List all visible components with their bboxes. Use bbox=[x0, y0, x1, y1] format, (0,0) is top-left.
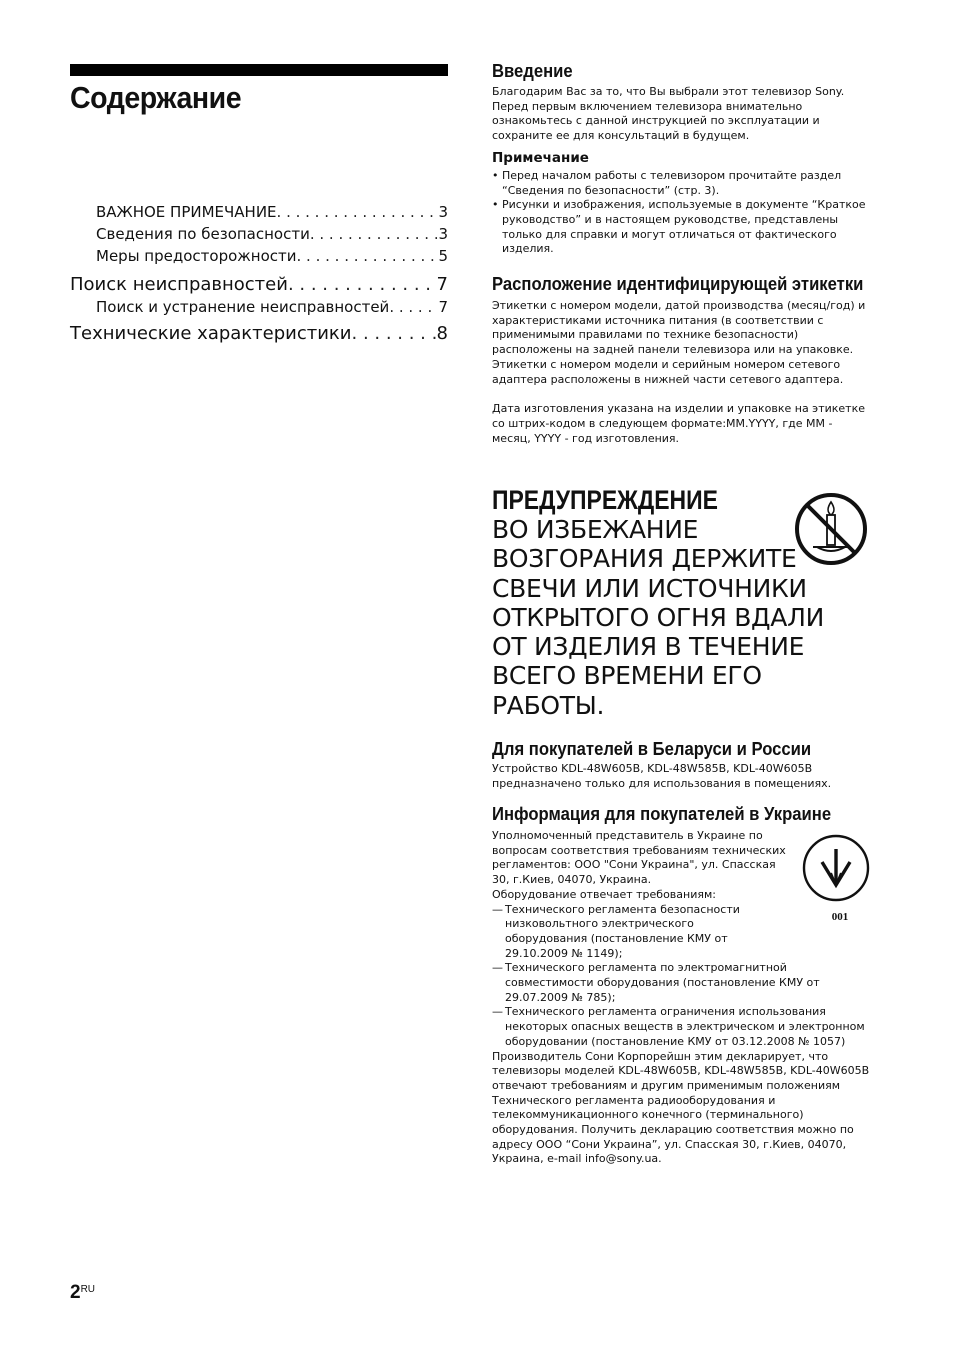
list-item: — Технического регламента ограничения использования некоторых опасных веществ в электрическом и электронном оборудовании (постановление КМУ от 03.12.2008 № 1057) bbox=[492, 1005, 872, 1049]
page-language-code: RU bbox=[80, 1284, 96, 1295]
toc-leader bbox=[310, 225, 439, 243]
toc-entry-label: Поиск неисправностей bbox=[70, 274, 288, 295]
toc-leader bbox=[277, 203, 439, 221]
title-rule bbox=[70, 64, 448, 76]
toc-entry-page: 3 bbox=[438, 203, 448, 221]
ukrainian-conformity-mark-icon bbox=[801, 833, 871, 927]
toc-entry-troubleshooting[interactable] bbox=[70, 274, 448, 295]
note-list bbox=[492, 169, 872, 257]
list-item: • Перед началом работы с телевизором прочитайте раздел “Сведения по безопасности” (стр. 3). bbox=[492, 169, 872, 198]
toc-entry-label: Поиск и устранение неисправностей bbox=[96, 298, 390, 316]
toc-leader bbox=[288, 274, 437, 295]
ukraine-representative: Уполномоченный представитель в Украине по вопросам соответствия требованиям технических регламентов: ООО "Сони Украина", ул. Спасская 30, г.Киев, 04070, Украина. bbox=[492, 829, 786, 887]
toc-entry-page: 5 bbox=[438, 247, 448, 265]
no-candle-icon bbox=[793, 491, 869, 567]
label-location-text: Этикетки с номером модели, датой производства (месяц/год) и характеристиками источника питания (в соответствии с применимыми правилами по технике безопасности) расположены на задней панели телевизора или на упаковке. Этикетки с номером модели и серийным номером сетевого адаптера расположены в нижней части сетевого адаптера. bbox=[492, 299, 866, 386]
conformity-mark-code: 001 bbox=[831, 911, 849, 923]
requirements-intro: Оборудование отвечает требованиям: bbox=[492, 887, 716, 901]
toc-entry-safety-info[interactable] bbox=[70, 225, 448, 243]
toc-leader bbox=[352, 323, 437, 344]
manufacture-date-text: Дата изготовления указана на изделии и упаковке на этикетке со штрих-кодом в следующем формате:MM.YYYY, где MM - месяц, YYYY - год изготовления. bbox=[492, 402, 866, 445]
intro-heading: Введение bbox=[492, 60, 573, 81]
intro-text: Благодарим Вас за то, что Вы выбрали этот телевизор Sony. Перед первым включением телевизора внимательно ознакомьтесь с данной инструкцией по эксплуатации и сохраните ее для консультаций в будущем. bbox=[492, 85, 845, 143]
page-number bbox=[70, 1282, 95, 1304]
toc-leader bbox=[297, 247, 439, 265]
ukraine-heading: Информация для покупателей в Украине bbox=[492, 803, 832, 824]
warning-text: ВО ИЗБЕЖАНИЕ ВОЗГОРАНИЯ ДЕРЖИТЕ СВЕЧИ ИЛИ ИСТОЧНИКИ ОТКРЫТОГО ОГНЯ ВДАЛИ ОТ ИЗДЕЛИЯ В ТЕЧЕНИЕ ВСЕГО ВРЕМЕНИ ЕГО РАБОТЫ. bbox=[492, 515, 824, 720]
toc-entry-label: Технические характеристики bbox=[70, 323, 352, 344]
page-number-value: 2 bbox=[70, 1282, 81, 1303]
warning-heading: ПРЕДУПРЕЖДЕНИЕ bbox=[492, 485, 718, 515]
belarus-russia-text: Устройство KDL-48W605B, KDL-48W585B, KDL-40W605B предназначено только для использования в помещениях. bbox=[492, 762, 832, 790]
toc-entry-label: Меры предосторожности bbox=[96, 247, 297, 265]
toc-entry-specifications[interactable] bbox=[70, 323, 448, 344]
toc-entry-precautions[interactable] bbox=[70, 247, 448, 265]
toc-entry-page: 8 bbox=[436, 323, 448, 344]
toc bbox=[70, 203, 448, 353]
toc-title: Содержание bbox=[70, 80, 242, 115]
toc-entry-page: 7 bbox=[438, 298, 448, 316]
list-item: • Рисунки и изображения, используемые в документе “Краткое руководство” и в настоящем руководстве, представлены только для справки и могут отличаться от фактического изделия. bbox=[492, 198, 872, 257]
ukraine-declaration: Производитель Сони Корпорейшн этим декларирует, что телевизоры моделей KDL-48W605B, KDL-48W585B, KDL-40W605B отвечают требованиям и другим применимым положениям Технического регламента радиооборудования и телекоммуникационного конечного (терминального) оборудования. Получить декларацию соответствия можно по адресу ООО “Сони Украина”, ул. Спасская 30, г.Киев, 04070, Украина, e-mail info@sony.ua. bbox=[492, 1049, 870, 1166]
note-heading: Примечание bbox=[492, 149, 589, 166]
toc-entry-troubleshooting-sub[interactable] bbox=[70, 298, 448, 316]
toc-leader bbox=[389, 298, 438, 316]
belarus-russia-section bbox=[492, 737, 872, 791]
label-location-heading: Расположение идентифицирующей этикетки bbox=[492, 273, 864, 294]
list-item: — Технического регламента безопасности низковольтного электрического оборудования (постановление КМУ от 29.10.2009 № 1149); bbox=[492, 903, 775, 962]
list-item: — Технического регламента по электромагнитной совместимости оборудования (постановление КМУ от 29.07.2009 № 785); bbox=[492, 961, 872, 1005]
toc-entry-label: Сведения по безопасности bbox=[96, 225, 310, 243]
belarus-russia-heading: Для покупателей в Беларуси и России bbox=[492, 738, 812, 759]
toc-entry-page: 3 bbox=[438, 225, 448, 243]
toc-entry-page: 7 bbox=[436, 274, 448, 295]
toc-entry-label: ВАЖНОЕ ПРИМЕЧАНИЕ bbox=[96, 203, 277, 221]
label-location-section bbox=[492, 272, 872, 446]
intro-section bbox=[492, 59, 872, 257]
toc-entry-important-note[interactable] bbox=[70, 203, 448, 221]
